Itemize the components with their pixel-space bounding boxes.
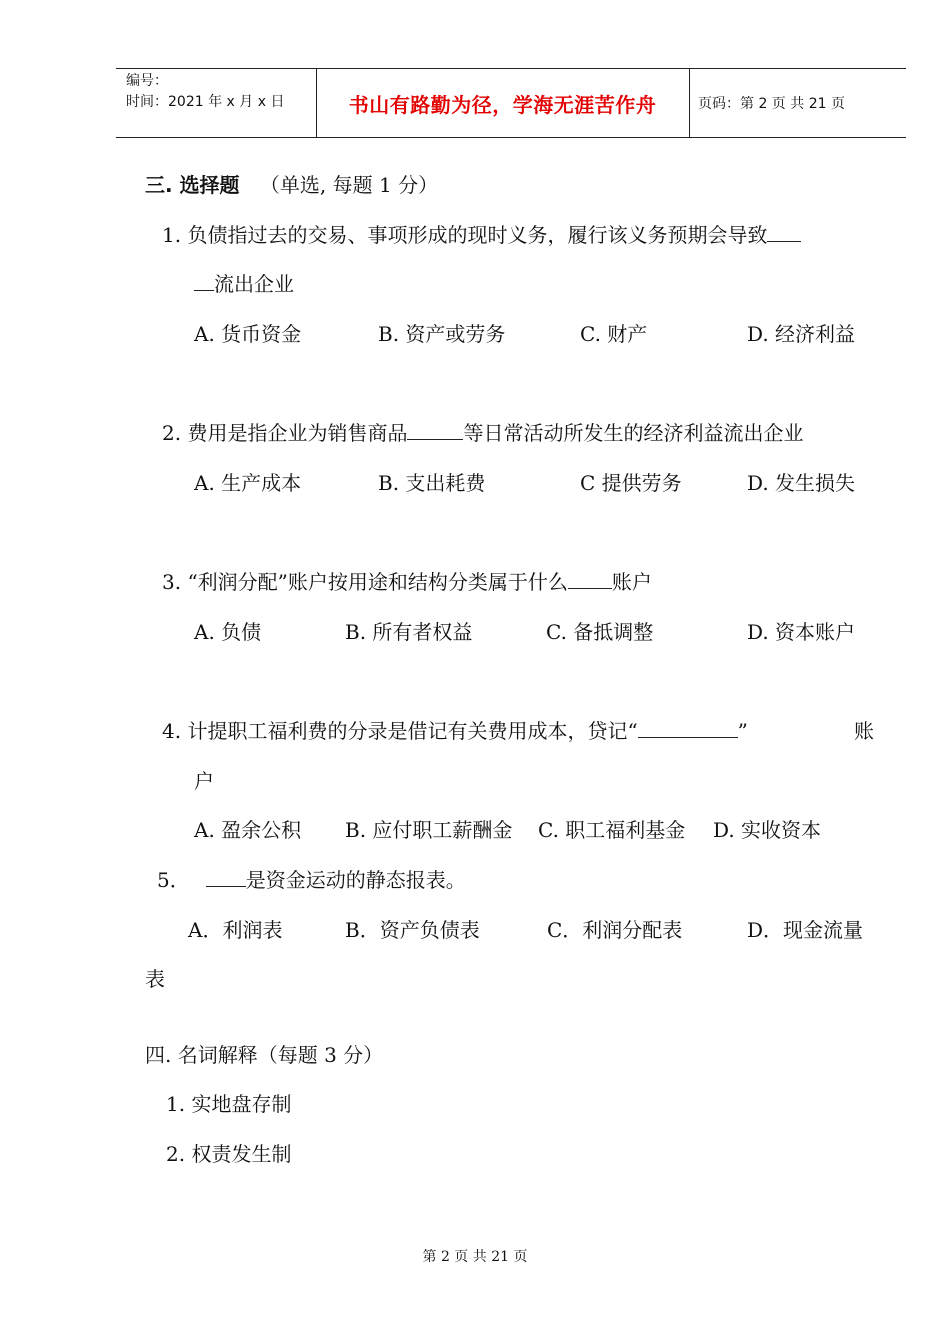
question-4-text-cont: ” [737,719,748,743]
section3-title: 三. 选择题 [145,173,240,197]
q5-option-d-cont: 表 [145,967,165,991]
question-3 [162,570,652,594]
section3-heading [145,173,438,197]
question-4-line2: 户 [194,769,214,793]
answer-blank [206,868,246,887]
question-2 [162,421,803,445]
q5-option-b: B．资产负债表 [345,918,480,942]
question-1-line2 [194,272,294,296]
q5-option-c: C．利润分配表 [547,918,683,942]
question-4-tail: 账 [854,719,874,743]
time-label: 时间：2021 年 x 月 x 日 [126,94,285,110]
term-item: 2. 权责发生制 [166,1142,292,1166]
question-2-text-cont: 等日常活动所发生的经济利益流出企业 [463,421,804,445]
q4-option-c: C. 职工福利基金 [538,818,686,842]
answer-blank [194,272,214,291]
header-meta [126,71,284,113]
q1-option-c: C. 财产 [580,322,648,346]
q4-option-a: A. 盈余公积 [194,818,302,842]
q1-option-d: D. 经济利益 [747,322,856,346]
q3-option-c: C. 备抵调整 [546,620,654,644]
q3-option-b: B. 所有者权益 [345,620,473,644]
header-divider [689,69,690,137]
question-4-text: 4. 计提职工福利费的分录是借记有关费用成本，贷记“ [162,719,638,743]
term-item: 1. 实地盘存制 [166,1092,292,1116]
q3-option-a: A. 负债 [194,620,262,644]
section3-subtitle: （单选, 每题 1 分） [259,173,439,197]
q1-option-a: A. 货币资金 [194,322,302,346]
question-2-text: 2. 费用是指企业为销售商品 [162,421,408,445]
question-5-number: 5． [157,868,190,892]
question-3-text: 3. “利润分配”账户按用途和结构分类属于什么 [162,570,568,594]
answer-blank [407,421,463,440]
answer-blank [767,223,801,242]
question-1-line1 [162,223,801,247]
header-page-info: 页码：第 2 页 共 21 页 [698,96,845,112]
q1-option-b: B. 资产或劳务 [378,322,506,346]
q2-option-a: A. 生产成本 [194,471,302,495]
document-header [116,68,906,138]
question-1-text: 1. 负债指过去的交易、事项形成的现时义务，履行该义务预期会导致 [162,223,768,247]
question-5-text: 是资金运动的静态报表。 [245,868,466,892]
q3-option-d: D. 资本账户 [747,620,856,644]
number-label: 编号： [126,73,168,89]
page-footer: 第 2 页 共 21 页 [422,1249,528,1265]
question-5 [157,868,466,892]
answer-blank [568,570,612,589]
q2-option-d: D. 发生损失 [747,471,856,495]
section4-title: 四. 名词解释（每题 3 分） [145,1043,384,1067]
q5-option-d: D．现金流量 [747,918,864,942]
question-1-text-cont: 流出企业 [214,272,294,296]
question-3-text-cont: 账户 [611,570,652,594]
q5-option-a: A．利润表 [188,918,283,942]
q2-option-c: C 提供劳务 [580,471,682,495]
q4-option-b: B. 应付职工薪酬金 [345,818,513,842]
q2-option-b: B. 支出耗费 [378,471,486,495]
q4-option-d: D. 实收资本 [713,818,822,842]
question-4-line1 [162,719,748,743]
header-motto: 书山有路勤为径，学海无涯苦作舟 [348,92,657,117]
answer-blank [638,719,738,738]
